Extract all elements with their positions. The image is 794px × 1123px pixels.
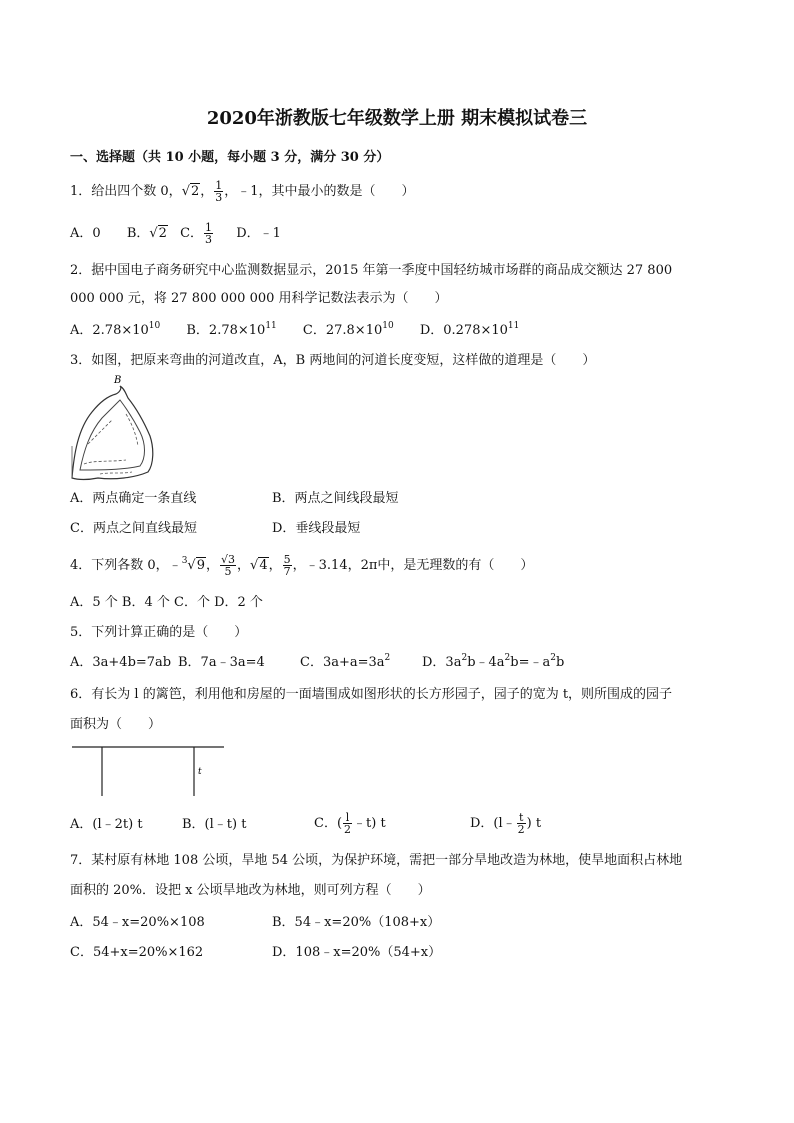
question-4-stem: 4．下列各数 0，﹣$^3$√9， $\frac{√3}{5}$ ，√4， $\frac{5}{7}$ ，﹣3.14，2π中，是无理数的有（ ）	[70, 553, 534, 578]
question-6-option-d: D．(l﹣ $\frac{t}{2}$ ) t	[470, 811, 542, 836]
question-7-option-d: D．108﹣x=20%（54+x）	[272, 945, 442, 960]
fraction: $\frac{1}{3}$	[215, 179, 223, 204]
garden-drawing	[70, 744, 230, 800]
question-7-line-1: 7．某村原有林地 108 公顷，旱地 54 公顷，为保护环境，需把一部分旱地改造为林地，使旱地面积占林地	[70, 853, 683, 868]
fraction: $\frac{l}{2}$	[344, 811, 352, 836]
question-7-option-a: A．54﹣x=20%×108	[70, 915, 205, 930]
page-title: 2020年浙教版七年级数学上册 期末模拟试卷三	[206, 108, 588, 129]
sqrt-symbol: √2	[181, 184, 200, 199]
fraction: $\frac{√3}{5}$	[221, 553, 236, 578]
question-7-option-b: B．54﹣x=20%（108+x）	[272, 915, 441, 930]
question-7-option-c: C．54+x=20%×162	[70, 945, 204, 960]
river-drawing	[70, 374, 156, 484]
question-5-option-c: C．$3a+a=3a^2$	[300, 653, 391, 670]
section-heading: 一、选择题（共 10 小题，每小题 3 分，满分 30 分）	[70, 150, 390, 165]
question-6-option-a: A．(l﹣2t) t	[70, 817, 143, 832]
river-figure	[70, 374, 156, 484]
fraction: $\frac{1}{3}$	[205, 221, 213, 246]
garden-figure	[70, 744, 230, 800]
fraction: $\frac{t}{2}$	[517, 811, 525, 836]
question-3-option-d: D．垂线段最短	[272, 521, 361, 536]
question-3-option-c: C．两点之间直线最短	[70, 521, 197, 536]
question-7-line-2: 面积的 20%．设把 x 公顷旱地改为林地，则可列方程（ ）	[70, 883, 431, 898]
cube-root-symbol: √9	[187, 558, 205, 573]
question-5-option-d: D．$3a^2b﹣4a^2b=﹣a^2b$	[422, 653, 565, 670]
sqrt-symbol: √4	[250, 558, 268, 573]
figure-label-t: t	[198, 767, 202, 777]
question-5-option-b: B．7a﹣3a=4	[178, 655, 265, 670]
question-2-line-2: 000 000 元，将 27 800 000 000 用科学记数法表示为（ ）	[70, 291, 448, 306]
question-2-line-1: 2．据中国电子商务研究中心监测数据显示，2015 年第一季度中国轻纺城市场群的商品成交额达 27 800	[70, 263, 673, 278]
question-3-option-b: B．两点之间线段最短	[272, 491, 399, 506]
question-5-option-a: A．3a+4b=7ab	[70, 655, 172, 670]
sqrt-symbol: √2	[149, 226, 167, 241]
question-3-option-a: A．两点确定一条直线	[70, 491, 197, 506]
question-1-stem: 1．给出四个数 0，√2， $\frac{1}{3}$ ，﹣1，其中最小的数是（ ）	[70, 179, 415, 204]
question-6-line-2: 面积为（ ）	[70, 717, 162, 732]
question-3-stem: 3．如图，把原来弯曲的河道改直，A，B 两地间的河道长度变短，这样做的道理是（ ）	[70, 353, 596, 368]
question-4-options: A．5 个 B．4 个 C．个 D．2 个	[70, 595, 263, 610]
question-6-line-1: 6．有长为 l 的篱笆，利用他和房屋的一面墙围成如图形状的长方形园子，园子的宽为 t，则所围成的园子	[70, 687, 673, 702]
question-2-options: A．$2.78\times 10^{10}$ B．$2.78\times 10^{11}$ C．$27.8\times 10^{10}$ D．$0.278\times 10^{11}$	[70, 321, 520, 338]
question-5-stem: 5．下列计算正确的是（ ）	[70, 625, 248, 640]
question-6-option-b: B．(l﹣t) t	[182, 817, 247, 832]
figure-label-b: B	[114, 375, 122, 386]
question-1-options: A．0 B．√2 C． $\frac{1}{3}$ D．﹣1	[70, 221, 281, 246]
question-6-option-c: C．( $\frac{l}{2}$ ﹣t) t	[314, 811, 386, 836]
fraction: $\frac{5}{7}$	[283, 553, 291, 578]
